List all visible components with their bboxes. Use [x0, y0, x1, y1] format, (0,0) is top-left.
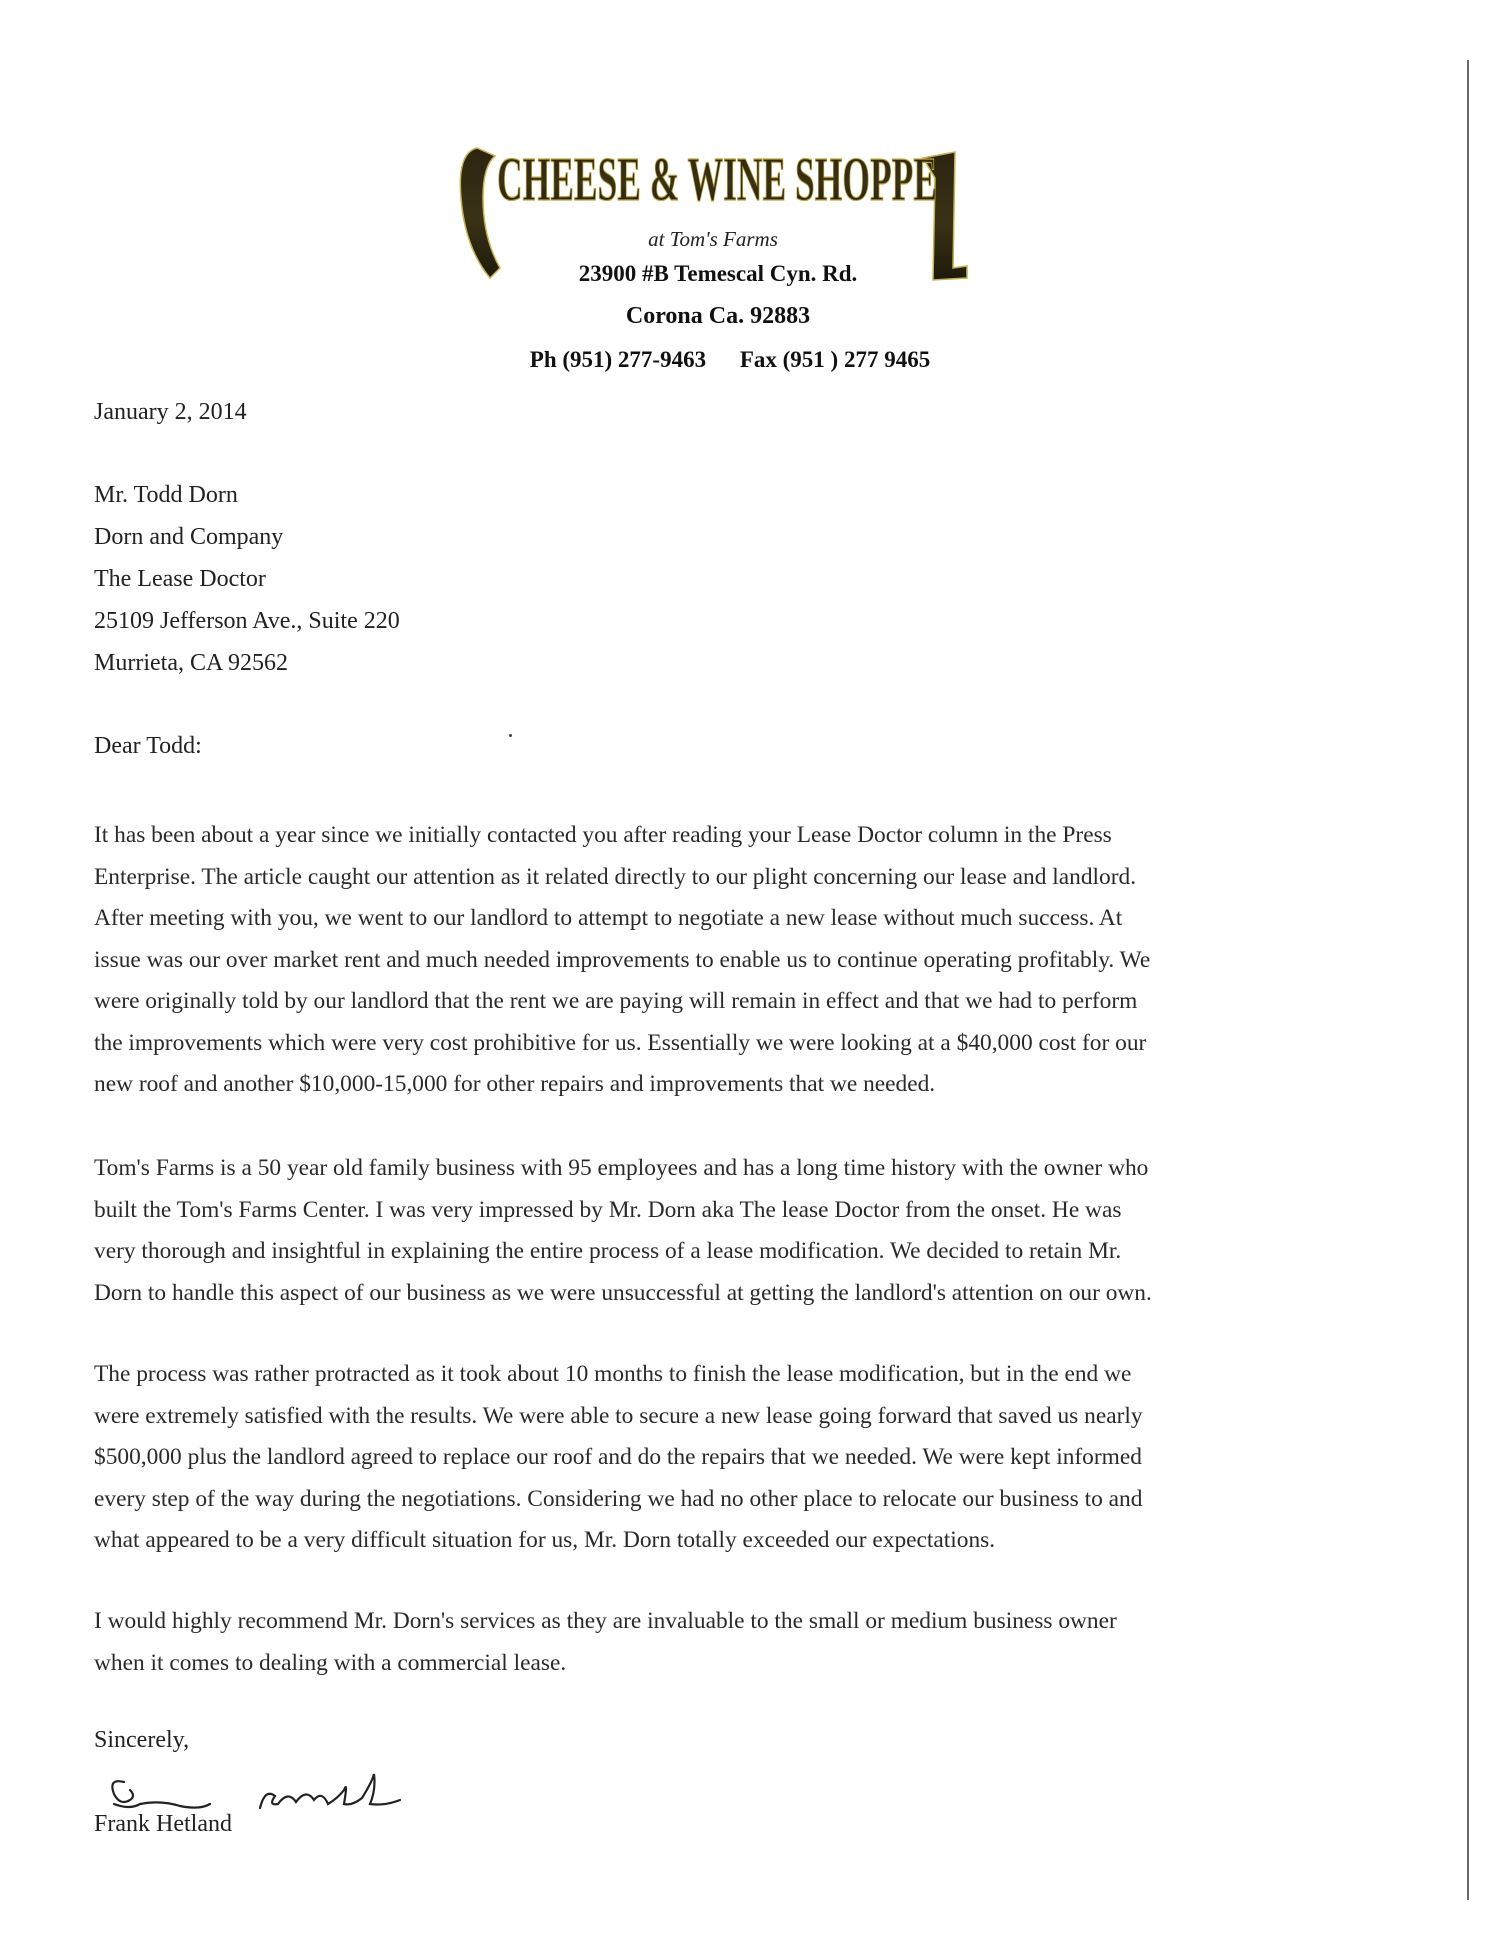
recipient-line: Murrieta, CA 92562	[94, 650, 288, 676]
paragraph-line: new roof and another $10,000-15,000 for other repairs and improvements that we needed.	[94, 1071, 936, 1097]
letter-date: January 2, 2014	[94, 399, 247, 425]
recipient-line: Mr. Todd Dorn	[94, 482, 238, 508]
paragraph-line: issue was our over market rent and much needed improvements to enable us to continue operating profitably. We	[94, 946, 1151, 973]
recipient-line: Dorn and Company	[94, 524, 284, 550]
paragraph-line: the improvements which were very cost prohibitive for us. Essentially we were looking at a $40,000 cost for our	[94, 1029, 1147, 1056]
recipient-line: The Lease Doctor	[94, 566, 266, 592]
address-city: Corona Ca. 92883	[625, 303, 811, 329]
body-paragraph	[94, 1601, 1374, 1684]
paragraph-line: $500,000 plus the landlord agreed to replace our roof and do the repairs that we needed. We were kept informed	[94, 1444, 1142, 1470]
body-paragraph	[94, 1354, 1374, 1562]
logo-subtitle: at Tom's Farms	[648, 227, 778, 251]
phone-number: Ph (951) 277-9463	[529, 347, 707, 372]
paragraph-line: Enterprise. The article caught our attention as it related directly to our plight concerning our lease and landlord.	[94, 863, 1137, 890]
recipient-line: 25109 Jefferson Ave., Suite 220	[94, 608, 400, 634]
paragraph-line: It has been about a year since we initially contacted you after reading your Lease Doctor column in the Press	[94, 822, 1112, 848]
body-paragraph	[94, 815, 1374, 1106]
paragraph-line: built the Tom's Farms Center. I was very impressed by Mr. Dorn aka The lease Doctor from the onset. He was	[94, 1196, 1122, 1223]
paragraph-line: The process was rather protracted as it took about 10 months to finish the lease modification, but in the end we	[94, 1361, 1132, 1387]
paragraph-line: were originally told by our landlord that the rent we are paying will remain in effect and that we had to perform	[94, 988, 1138, 1014]
paragraph-line: I would highly recommend Mr. Dorn's services as they are invaluable to the small or medium business owner	[94, 1608, 1117, 1634]
paragraph-line: Dorn to handle this aspect of our business as we were unsuccessful at getting the landlord's attention on our own.	[94, 1279, 1152, 1306]
logo-wordmark: CHEESE & WINE SHOPPE	[497, 146, 937, 214]
paragraph-line: very thorough and insightful in explaining the entire process of a lease modification. We decided to retain Mr.	[94, 1238, 1122, 1264]
signer-name: Frank Hetland	[94, 1811, 232, 1837]
scan-dust-speck	[509, 734, 512, 737]
paragraph-line: Tom's Farms is a 50 year old family business with 95 employees and has a long time history with the owner who	[94, 1155, 1149, 1181]
paragraph-line: every step of the way during the negotiations. Considering we had no other place to relocate our business to and	[94, 1485, 1143, 1512]
paragraph-line: After meeting with you, we went to our landlord to attempt to negotiate a new lease without much success. At	[94, 905, 1123, 931]
paragraph-line: what appeared to be a very difficult situation for us, Mr. Dorn totally exceeded our expectations.	[94, 1527, 996, 1553]
scan-edge-line	[1467, 60, 1469, 1900]
contact-line	[280, 347, 1180, 373]
address-street: 23900 #B Temescal Cyn. Rd.	[578, 261, 858, 286]
salutation: Dear Todd:	[94, 733, 202, 759]
paragraph-line: when it comes to dealing with a commercial lease.	[94, 1649, 567, 1676]
closing: Sincerely,	[94, 1727, 190, 1753]
paragraph-line: were extremely satisfied with the results. We were able to secure a new lease going forward that saved us nearly	[94, 1402, 1143, 1429]
body-paragraph	[94, 1148, 1374, 1314]
fax-number: Fax (951 ) 277 9465	[739, 347, 931, 372]
